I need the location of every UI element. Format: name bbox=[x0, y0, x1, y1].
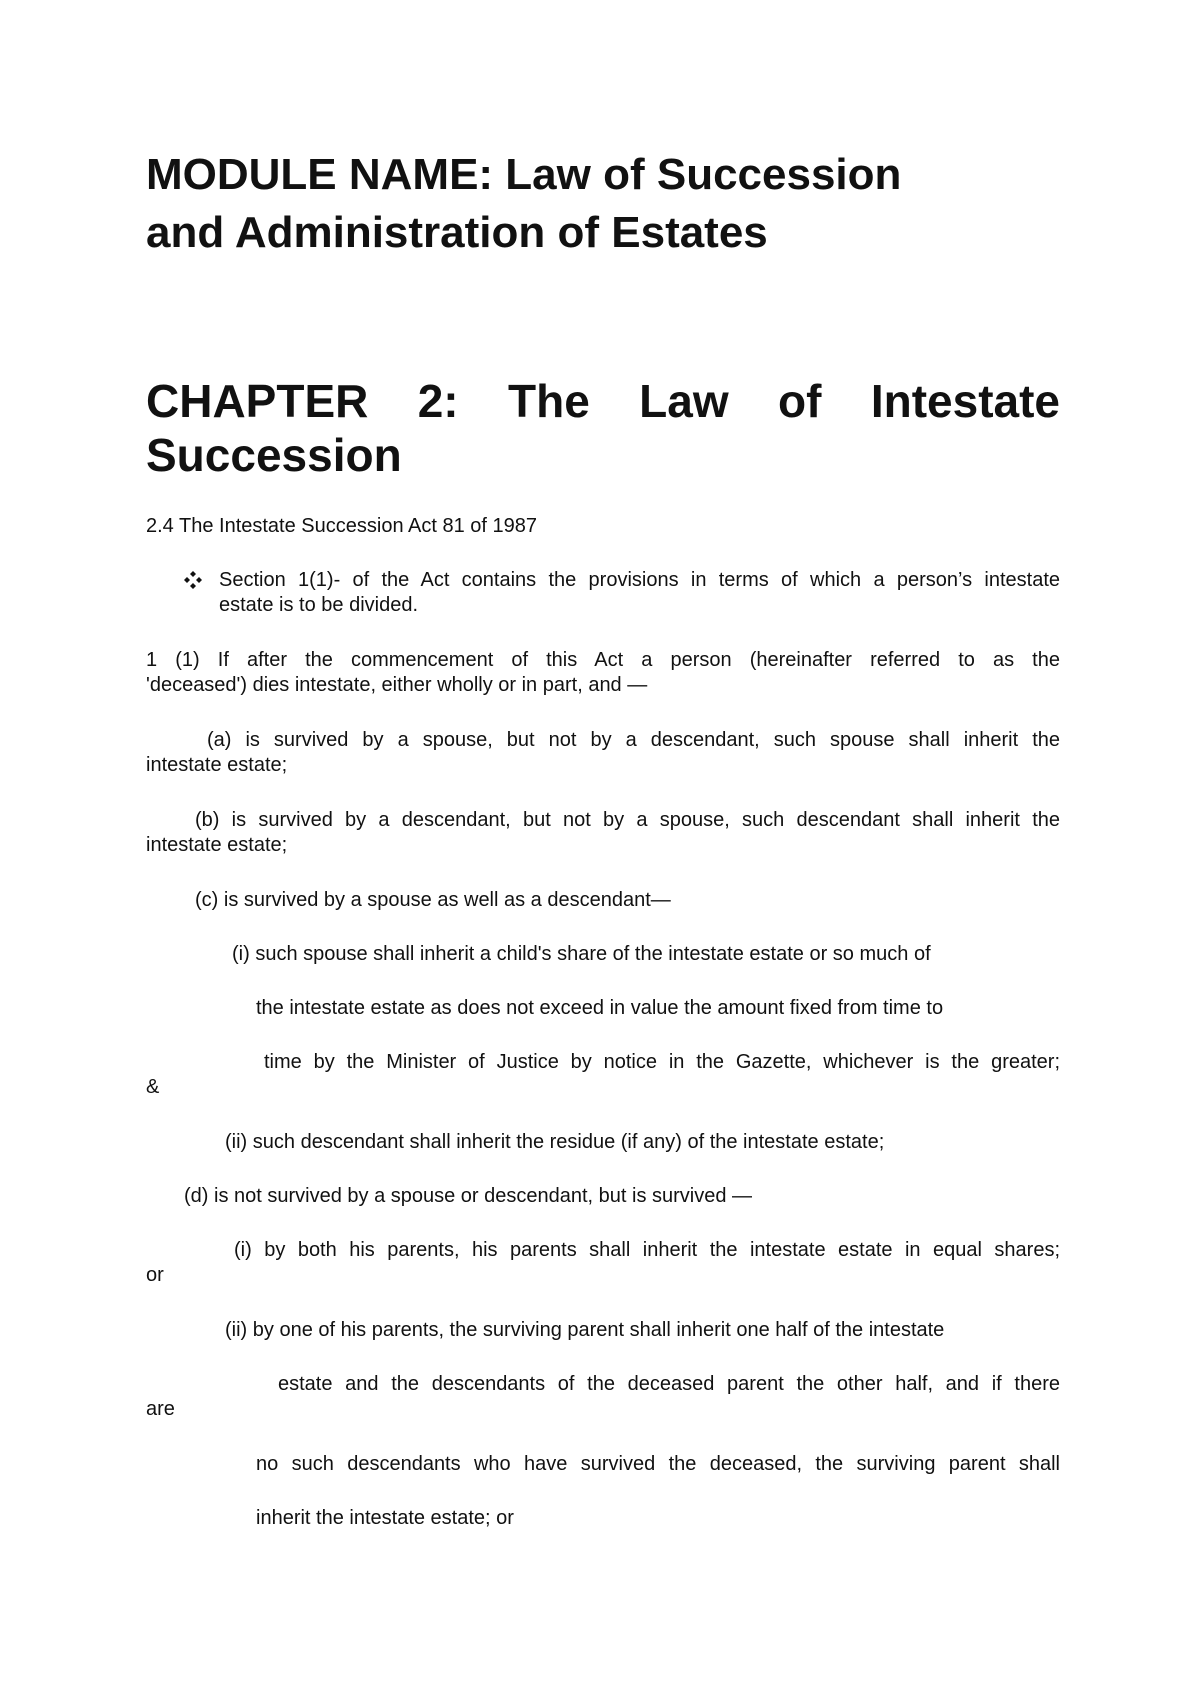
clause-c-i-line-1: (i) such spouse shall inherit a child's share of the intestate estate or so much of bbox=[232, 943, 931, 965]
chapter-title-line-2: Succession bbox=[146, 429, 402, 481]
clause-c-i-line-4: & bbox=[146, 1076, 160, 1098]
clause-d-ii-line-3: are bbox=[146, 1398, 175, 1420]
clause-c-i-line-3: time by the Minister of Justice by notice in the Gazette, whichever is the greater; bbox=[264, 1051, 1060, 1073]
clause-d-ii-line-1: (ii) by one of his parents, the surviving parent shall inherit one half of the intestate bbox=[225, 1319, 945, 1341]
clause-b-line-2: intestate estate; bbox=[146, 834, 288, 856]
clause-d-ii-line-2: estate and the descendants of the deceased parent the other half, and if there bbox=[278, 1373, 1060, 1395]
clause-a-line-2: intestate estate; bbox=[146, 754, 288, 776]
clause-c-ii-line: (ii) such descendant shall inherit the residue (if any) of the intestate estate; bbox=[225, 1131, 885, 1153]
clause-d-ii-line-4: no such descendants who have survived the deceased, the surviving parent shall bbox=[256, 1453, 1060, 1475]
bullet-text-line-2: estate is to be divided. bbox=[219, 594, 419, 616]
clause-d-i-line-1: (i) by both his parents, his parents shall inherit the intestate estate in equal shares; bbox=[234, 1239, 1060, 1261]
chapter-title-line-1: CHAPTER 2: The Law of Intestate bbox=[146, 375, 1060, 427]
bullet-text-line-1: Section 1(1)- of the Act contains the provisions in terms of which a person’s intestate bbox=[219, 569, 1060, 591]
paragraph-1-line-2: 'deceased') dies intestate, either wholly or in part, and — bbox=[146, 674, 648, 696]
module-title-line-2: and Administration of Estates bbox=[146, 208, 768, 257]
clause-d-ii-line-5: inherit the intestate estate; or bbox=[256, 1507, 514, 1529]
clause-d-i-line-2: or bbox=[146, 1264, 164, 1286]
paragraph-1-line-1: 1 (1) If after the commencement of this Act a person (hereinafter referred to as the bbox=[146, 649, 1060, 671]
module-title-line-1: MODULE NAME: Law of Succession bbox=[146, 150, 902, 199]
clause-c-i-line-2: the intestate estate as does not exceed in value the amount fixed from time to bbox=[256, 997, 944, 1019]
clause-a-line-1: (a) is survived by a spouse, but not by a descendant, such spouse shall inherit the bbox=[207, 729, 1060, 751]
four-diamond-bullet-icon bbox=[182, 569, 204, 591]
clause-d-line: (d) is not survived by a spouse or descendant, but is survived — bbox=[184, 1185, 753, 1207]
clause-c-line: (c) is survived by a spouse as well as a descendant— bbox=[195, 889, 671, 911]
section-heading: 2.4 The Intestate Succession Act 81 of 1987 bbox=[146, 515, 538, 537]
clause-b-line-1: (b) is survived by a descendant, but not by a spouse, such descendant shall inherit the bbox=[195, 809, 1060, 831]
